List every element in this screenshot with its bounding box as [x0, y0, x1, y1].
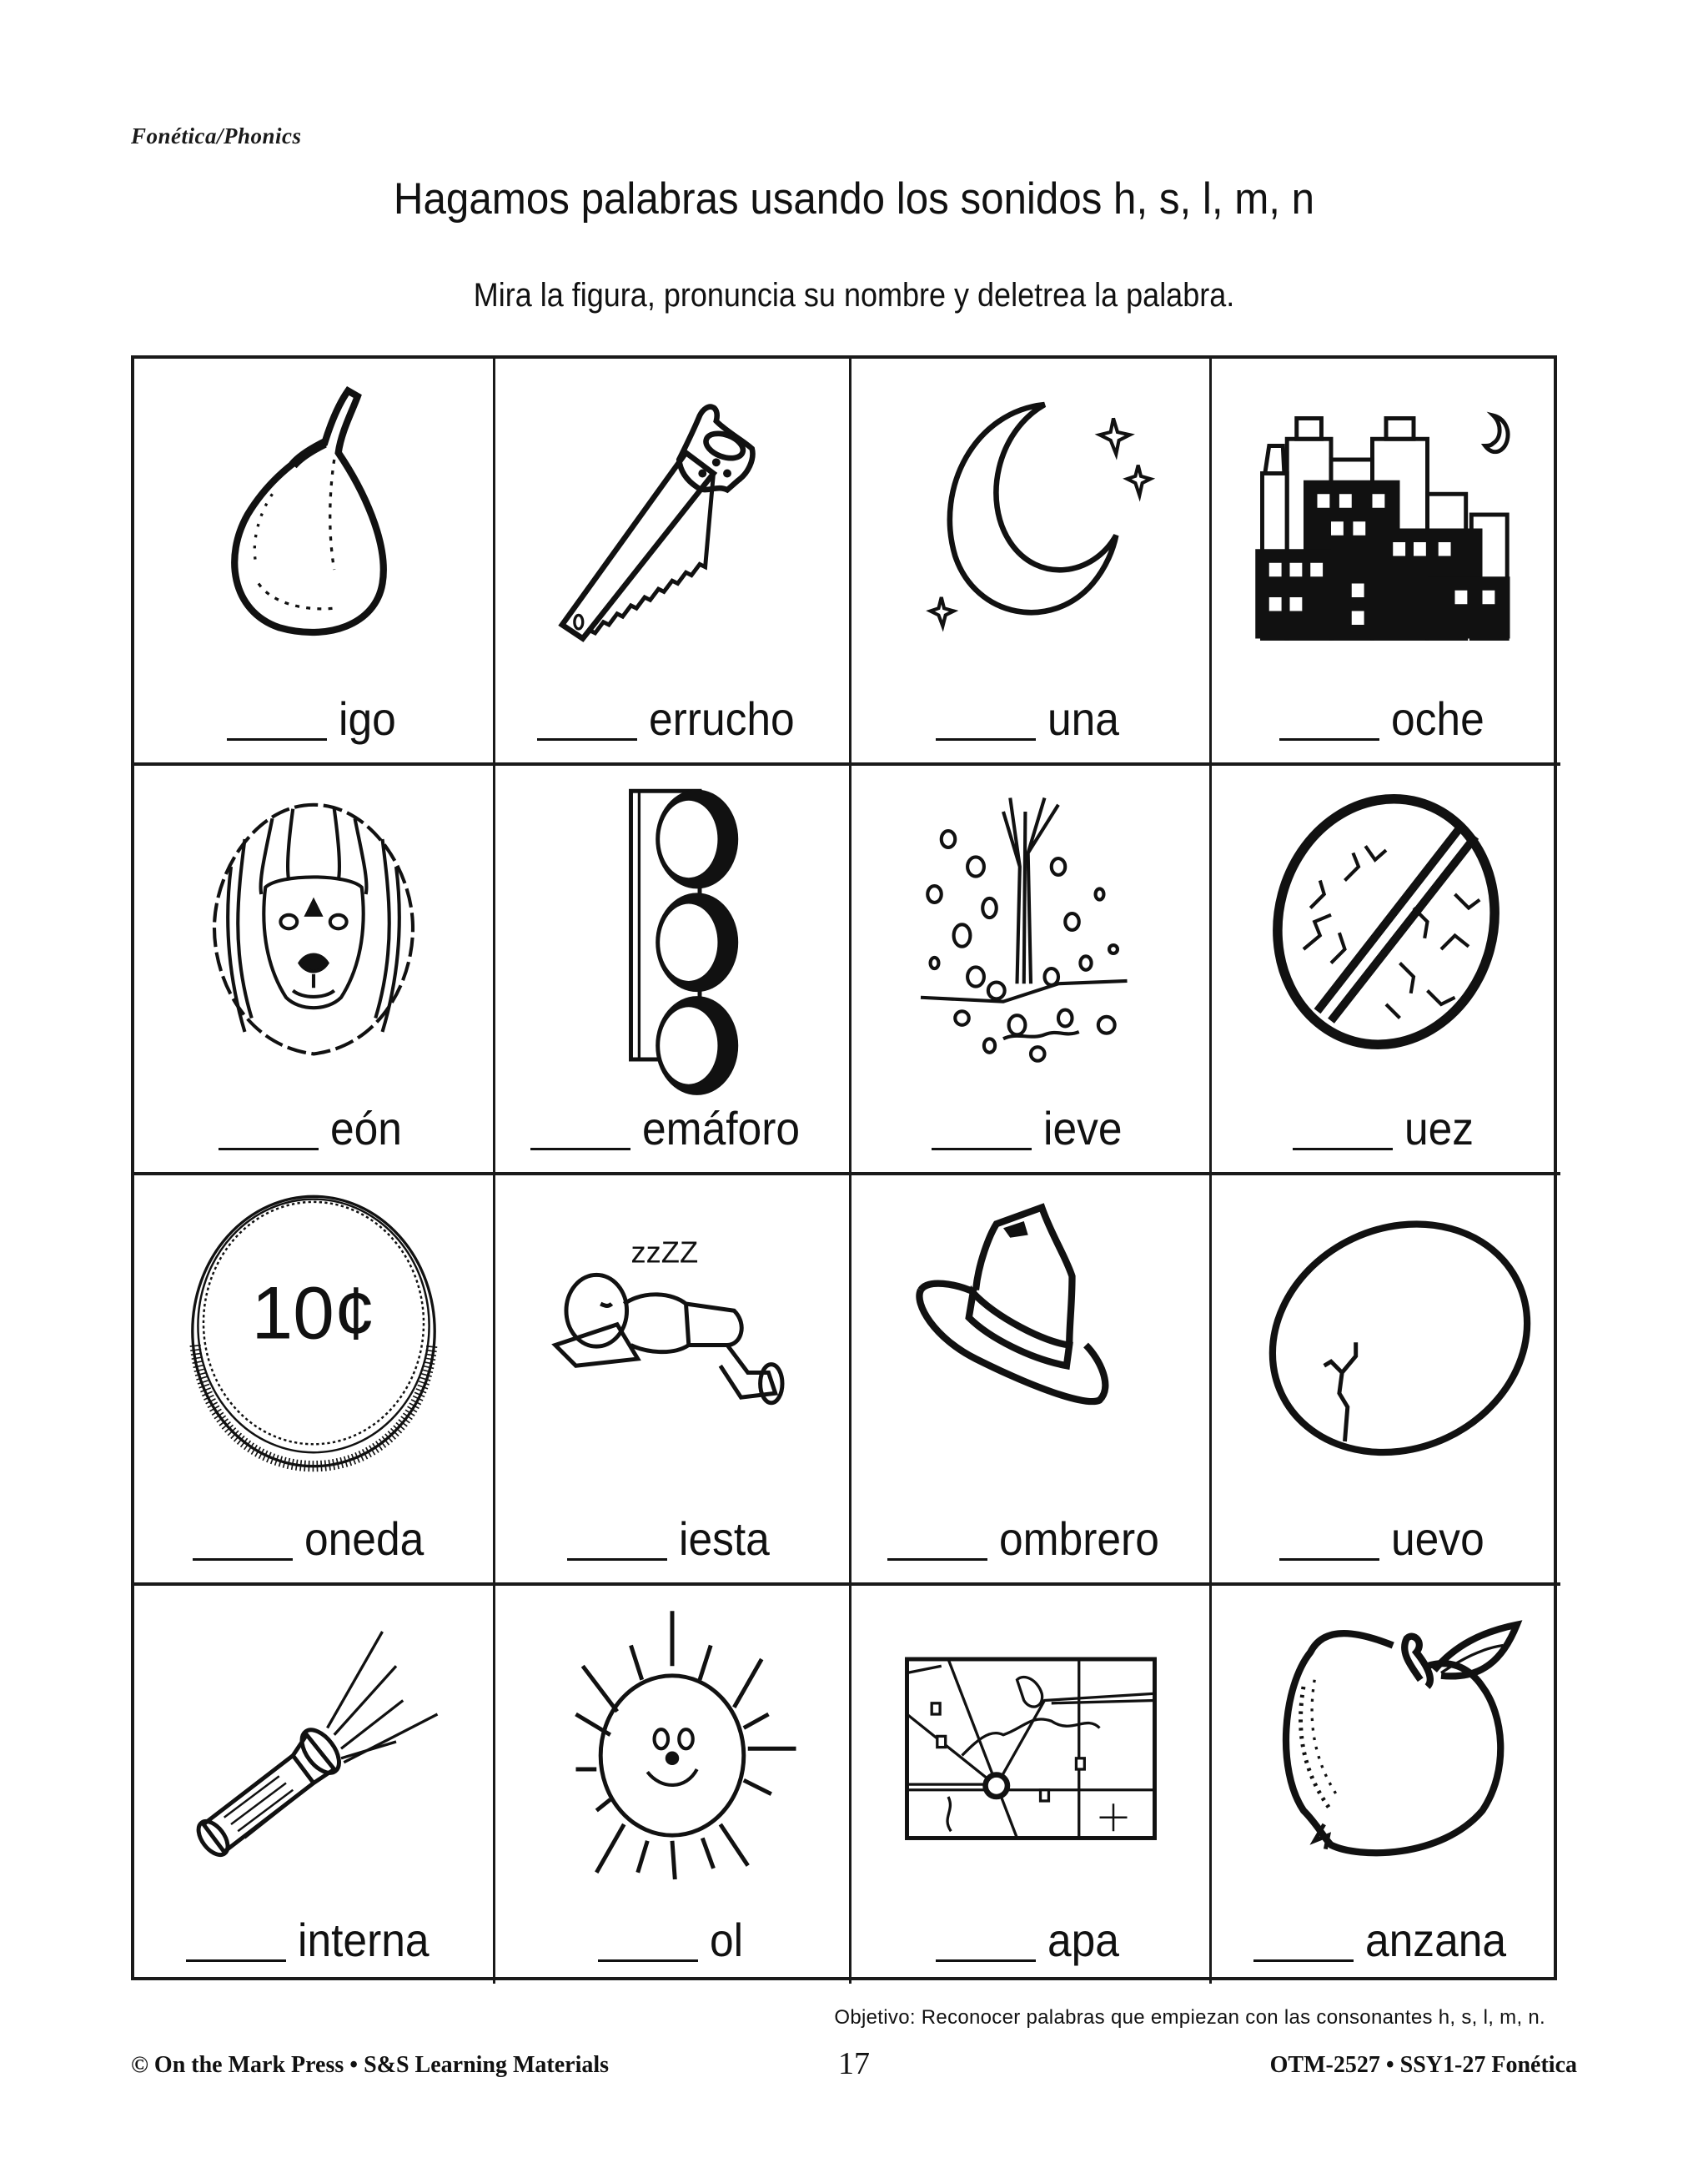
- lion-icon: [134, 776, 493, 1068]
- word-label: apa: [851, 1917, 1209, 1964]
- moon-icon: [851, 369, 1209, 661]
- answer-blank[interactable]: [1293, 1148, 1393, 1150]
- cell-walnut: [1212, 766, 1560, 1175]
- word-label: errucho: [495, 696, 849, 742]
- word-label: una: [851, 696, 1209, 742]
- page-title: Hagamos palabras usando los sonidos h, s, l, m, n: [393, 174, 1315, 224]
- word-label: uez: [1212, 1105, 1560, 1152]
- word-label: ombrero: [851, 1516, 1209, 1562]
- cell-moon: [851, 359, 1212, 766]
- cell-fig: [134, 359, 495, 766]
- section-tag: Fonética/Phonics: [131, 123, 302, 148]
- cell-flashlight: [134, 1586, 495, 1984]
- answer-blank[interactable]: [887, 1558, 987, 1561]
- word-label: igo: [134, 696, 493, 742]
- word-label: uevo: [1212, 1516, 1560, 1562]
- publisher-credit: © On the Mark Press • S&S Learning Materials: [131, 2052, 610, 2078]
- night-city-icon: [1212, 369, 1560, 661]
- cell-snow-tree: [851, 766, 1212, 1175]
- word-label: emáforo: [495, 1105, 849, 1152]
- svg-text:zzZZ: zzZZ: [630, 1235, 699, 1270]
- answer-blank[interactable]: [936, 738, 1036, 741]
- page-footer: [131, 2045, 1577, 2079]
- cell-egg: [1212, 1175, 1560, 1586]
- coin-icon: [134, 1185, 493, 1477]
- word-label: oche: [1212, 696, 1560, 742]
- hat-icon: [851, 1185, 1209, 1477]
- word-label: eón: [134, 1105, 493, 1152]
- snow-tree-icon: [851, 776, 1209, 1068]
- answer-blank[interactable]: [1279, 738, 1379, 741]
- answer-blank[interactable]: [227, 738, 327, 741]
- sleeping-boy-icon: [495, 1185, 849, 1477]
- saw-icon: [495, 369, 849, 661]
- cell-saw: [495, 359, 851, 766]
- page-number: 17: [838, 2046, 870, 2081]
- word-label: iesta: [495, 1516, 849, 1562]
- cell-lion: [134, 766, 495, 1175]
- word-label: interna: [134, 1917, 493, 1964]
- learning-objective: Objetivo: Reconocer palabras que empiezan con las consonantes h, s, l, m, n.: [834, 2006, 1545, 2029]
- svg-text:10¢: 10¢: [251, 1270, 376, 1355]
- cell-sun: [495, 1586, 851, 1984]
- walnut-icon: [1212, 776, 1560, 1068]
- word-label: anzana: [1212, 1917, 1560, 1964]
- cell-sleeping-boy: [495, 1175, 851, 1586]
- cell-coin: [134, 1175, 495, 1586]
- answer-blank[interactable]: [598, 1959, 698, 1962]
- answer-blank[interactable]: [537, 738, 637, 741]
- answer-blank[interactable]: [193, 1558, 293, 1561]
- answer-blank[interactable]: [219, 1148, 319, 1150]
- map-icon: [851, 1596, 1209, 1888]
- apple-icon: [1212, 1596, 1560, 1888]
- cell-hat: [851, 1175, 1212, 1586]
- fig-icon: [134, 369, 493, 661]
- flashlight-icon: [134, 1596, 493, 1888]
- answer-blank[interactable]: [1253, 1959, 1354, 1962]
- word-label: oneda: [134, 1516, 493, 1562]
- cell-apple: [1212, 1586, 1560, 1984]
- answer-blank[interactable]: [567, 1558, 667, 1561]
- word-label: ol: [495, 1917, 849, 1964]
- answer-blank[interactable]: [530, 1148, 630, 1150]
- answer-blank[interactable]: [186, 1959, 286, 1962]
- cell-map: [851, 1586, 1212, 1984]
- answer-blank[interactable]: [936, 1959, 1036, 1962]
- cell-night-city: [1212, 359, 1560, 766]
- worksheet-grid: [131, 355, 1557, 1980]
- instructions: Mira la figura, pronuncia su nombre y deletrea la palabra.: [473, 277, 1235, 314]
- word-label: ieve: [851, 1105, 1209, 1152]
- traffic-light-icon: [495, 776, 849, 1068]
- product-code: OTM-2527 • SSY1-27 Fonética: [1269, 2052, 1577, 2078]
- answer-blank[interactable]: [932, 1148, 1032, 1150]
- sun-icon: [495, 1596, 849, 1888]
- egg-icon: [1212, 1185, 1560, 1477]
- cell-traffic-light: [495, 766, 851, 1175]
- answer-blank[interactable]: [1279, 1558, 1379, 1561]
